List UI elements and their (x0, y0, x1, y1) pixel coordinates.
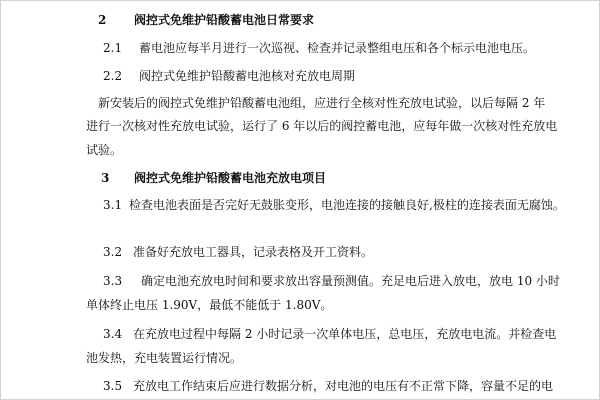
item-3-5-number: 3.5 (103, 379, 123, 393)
item-2-2-number: 2.2 (103, 69, 123, 83)
section-3-title: 阀控式免维护铅酸蓄电池充放电项目 (134, 171, 327, 185)
paragraph-line-2: 进行一次核对性充放电试验，运行了 6 年以后的阀控蓄电池，应每年做一次核对性充放电 (86, 119, 558, 133)
item-3-1 (103, 198, 565, 212)
section-2-heading (98, 13, 314, 27)
item-3-4-text-line-1: 在充放电过程中每隔 2 小时记录一次单体电压，总电压，充放电电流。并检查电 (133, 327, 557, 341)
item-3-3-text-line-2: 单体终止电压 1.90V，最低不能低于 1.80V。 (86, 298, 333, 312)
item-3-4-text-line-2: 池发热，充电装置运行情况。 (86, 351, 243, 365)
item-3-2 (103, 245, 373, 259)
section-3-heading (101, 171, 326, 185)
item-3-3 (103, 274, 560, 288)
item-3-5-text-line-1: 充放电工作结束后应进行数据分析，对电池的电压有不正常下降，容量不足的电 (133, 379, 554, 393)
paragraph-line-3: 试验。 (86, 143, 123, 157)
item-2-1-text: 蓄电池应每半月进行一次巡视、检查并记录整组电压和各个标示电池电压。 (139, 41, 536, 55)
item-3-4 (103, 327, 556, 341)
item-3-2-number: 3.2 (103, 245, 123, 259)
section-3-number: 3 (101, 171, 110, 185)
item-3-5 (103, 379, 553, 393)
item-2-2-text: 阀控式免维护铅酸蓄电池核对充放电周期 (139, 69, 356, 83)
item-3-3-text-line-1: 确定电池充放电时间和要求放出容量预测值。充足电后进入放电，放电 10 小时 (141, 274, 560, 288)
item-2-1-number: 2.1 (103, 41, 123, 55)
item-2-2 (103, 69, 355, 83)
item-3-1-text: 检查电池表面是否完好无鼓胀变形，电池连接的接触良好,极柱的连接表面无腐蚀。 (129, 198, 565, 212)
item-3-2-text: 准备好充放电工器具，记录表格及开工资料。 (133, 245, 374, 259)
item-2-1 (103, 41, 535, 55)
item-3-3-number: 3.3 (103, 274, 123, 288)
item-3-4-number: 3.4 (103, 327, 123, 341)
item-3-1-number: 3.1 (103, 198, 123, 212)
paragraph-line-1: 新安装后的阀控式免维护铅酸蓄电池组，应进行全核对性充放电试验，以后每隔 2 年 (98, 96, 546, 110)
section-2-number: 2 (98, 13, 107, 27)
section-2-title: 阀控式免维护铅酸蓄电池日常要求 (134, 13, 315, 27)
